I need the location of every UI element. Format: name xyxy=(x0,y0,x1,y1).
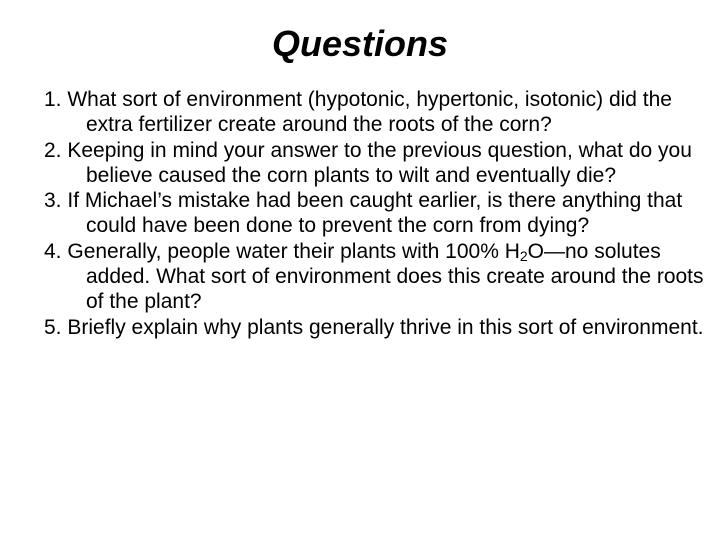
question-item xyxy=(44,315,704,340)
question-text: Keeping in mind your answer to the previous question, what do you believe caused the corn plants to wilt and eventually die? xyxy=(67,138,692,187)
question-text-before: Generally, people water their plants with 100% H xyxy=(67,239,520,263)
question-number: 5. xyxy=(44,315,62,339)
question-text: What sort of environment (hypotonic, hypertonic, isotonic) did the extra fertilizer create around the roots of the corn? xyxy=(67,88,672,137)
slide-title: Questions xyxy=(271,23,449,64)
question-item xyxy=(44,239,704,315)
question-text: Briefly explain why plants generally thrive in this sort of environment. xyxy=(67,315,704,339)
question-number: 1. xyxy=(44,88,62,111)
question-text: If Michael’s mistake had been caught earlier, is there anything that could have been done to prevent the corn from dying? xyxy=(67,189,683,238)
question-item xyxy=(44,138,704,189)
question-item xyxy=(44,188,704,239)
question-item xyxy=(44,87,704,138)
subscript-text: 2 xyxy=(519,247,528,264)
question-list xyxy=(44,87,704,340)
question-number: 4. xyxy=(44,239,62,263)
question-number: 2. xyxy=(44,138,62,162)
question-number: 3. xyxy=(44,189,62,213)
question-text-after: O—no solutes added. What sort of environment does this create around the roots of the plant? xyxy=(86,239,704,314)
